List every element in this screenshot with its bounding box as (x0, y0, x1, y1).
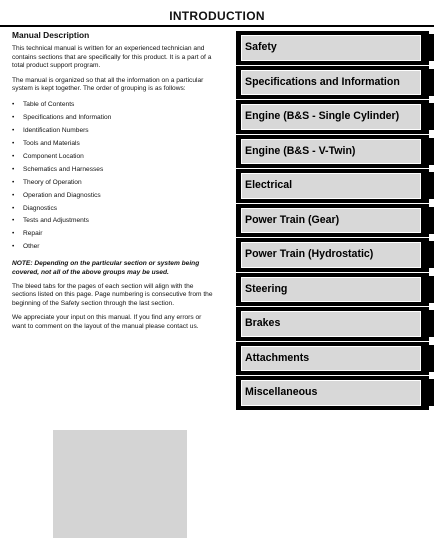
tab-electrical[interactable] (236, 169, 434, 204)
title-rule (0, 25, 434, 27)
tab-steering[interactable] (236, 273, 434, 308)
section-heading: Manual Description (12, 30, 90, 40)
list-item: • Specifications and Information (12, 112, 217, 125)
intro-paragraph: This technical manual is written for an experienced technician and contains sections that are specifically for this product. It is a part of a total product support program. (12, 45, 212, 70)
bleed-tabs-paragraph: The bleed tabs for the pages of each section will align with the sections listed on this page. Page numbering is consecutive from the beginning of the Safety section through the last section. (12, 282, 213, 307)
tab-label: Power Train (Gear) (245, 213, 340, 226)
tab-attachments[interactable] (236, 342, 434, 377)
tab-label: Attachments (245, 351, 310, 364)
list-item: • Table of Contents (12, 99, 217, 112)
tab-brakes[interactable] (236, 307, 434, 342)
tab-label: Safety (245, 41, 277, 53)
feedback-paragraph: We appreciate your input on this manual. If you find any errors or want to comment on the layout of the manual please contact us. (12, 314, 202, 330)
list-item: • Identification Numbers (12, 125, 217, 138)
list-item: • Schematics and Harnesses (12, 164, 217, 177)
tab-label: Specifications and Information (245, 75, 400, 88)
list-item: • Component Location (12, 151, 217, 164)
section-tabs (236, 31, 434, 411)
list-item: • Repair (12, 228, 217, 241)
tab-miscellaneous[interactable] (236, 376, 434, 411)
grouping-list (12, 99, 217, 254)
tab-power-train-hydrostatic[interactable] (236, 238, 434, 273)
tab-specifications[interactable] (236, 66, 434, 101)
page-title: INTRODUCTION (169, 9, 265, 23)
tab-engine-vtwin[interactable] (236, 135, 434, 170)
tab-label: Steering (245, 282, 288, 295)
tab-label: Engine (B&S - Single Cylinder) (245, 110, 400, 122)
tab-label: Power Train (Hydrostatic) (245, 248, 374, 260)
tab-engine-single[interactable] (236, 100, 434, 135)
list-item: • Other (12, 241, 217, 254)
manual-description (12, 31, 217, 337)
tab-label: Miscellaneous (245, 386, 318, 398)
image-placeholder (53, 430, 187, 538)
tab-safety[interactable] (236, 31, 434, 66)
note-text: NOTE: Depending on the particular section or system being covered, not all of the above groups may be used. (12, 260, 200, 276)
organization-paragraph: The manual is organized so that all the information on a particular system is kept together. The order of grouping is as follows: (12, 76, 204, 93)
list-item: • Operation and Diagnostics (12, 190, 217, 203)
tab-label: Brakes (245, 317, 281, 329)
list-item: • Tools and Materials (12, 138, 217, 151)
list-item: • Tests and Adjustments (12, 215, 217, 228)
list-item: • Diagnostics (12, 203, 217, 216)
tab-power-train-gear[interactable] (236, 204, 434, 239)
tab-label: Engine (B&S - V-Twin) (245, 144, 356, 157)
tab-label: Electrical (245, 179, 293, 191)
list-item: • Theory of Operation (12, 177, 217, 190)
